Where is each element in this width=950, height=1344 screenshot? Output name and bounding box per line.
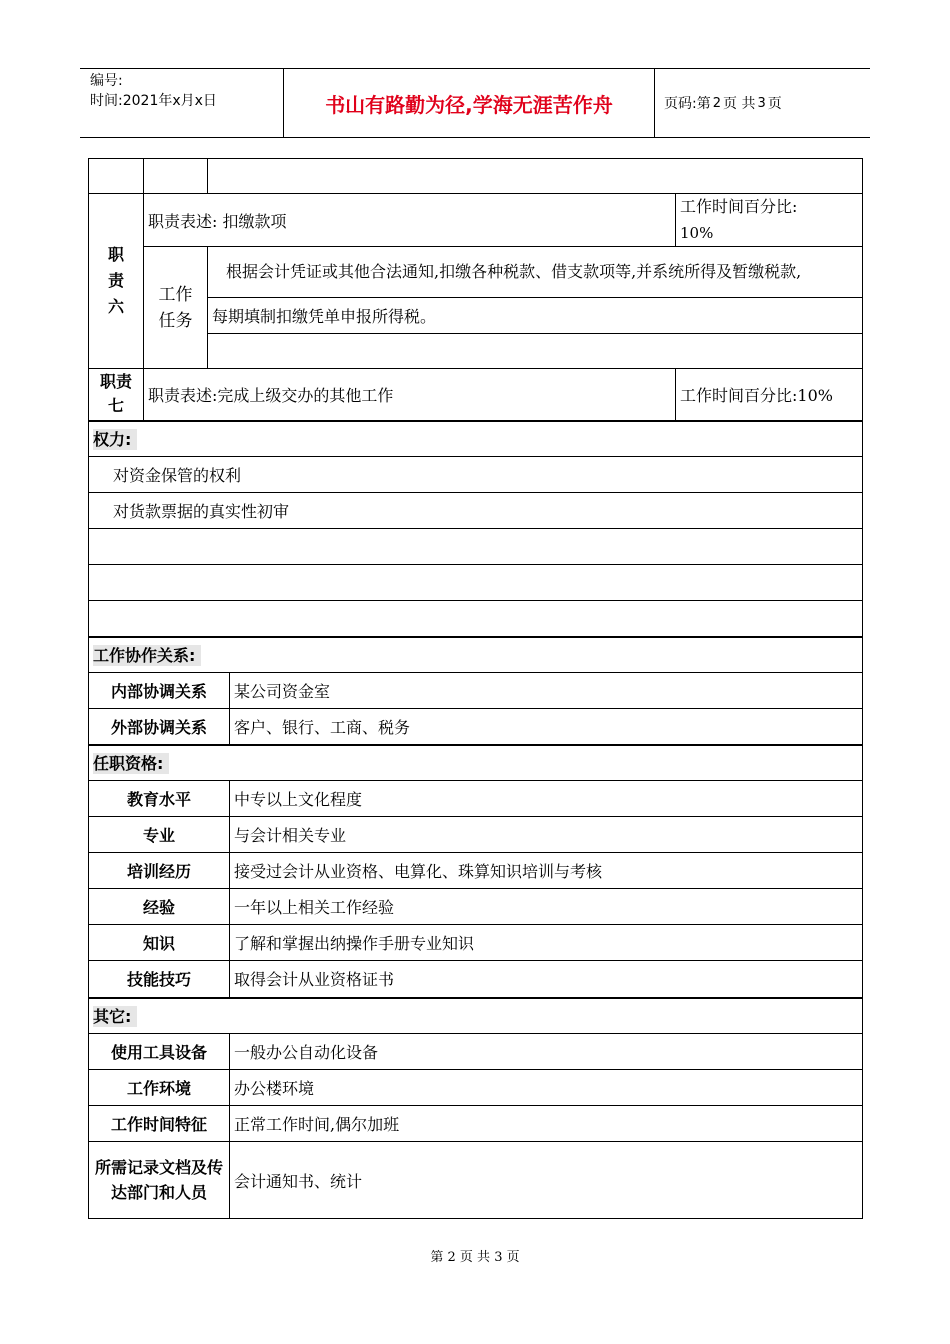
duty7-desc: 职责表述:完成上级交办的其他工作 [144, 369, 676, 421]
row-value: 接受过会计从业资格、电算化、珠算知识培训与考核 [230, 853, 863, 889]
empty-row [89, 529, 863, 565]
duty6-percent-value: 10% [680, 224, 714, 242]
table-row [89, 889, 863, 925]
row-value: 取得会计从业资格证书 [230, 961, 863, 998]
row-label: 工作环境 [89, 1070, 230, 1106]
row-label: 外部协调关系 [89, 709, 230, 745]
row-value: 办公楼环境 [230, 1070, 863, 1106]
duty7-percent: 工作时间百分比:10% [676, 369, 863, 421]
table-row [89, 925, 863, 961]
row-label: 专业 [89, 817, 230, 853]
serial-label: 编号: [90, 73, 123, 89]
power-heading-row [89, 421, 863, 457]
empty-row [89, 601, 863, 637]
page-header [80, 68, 870, 138]
table-row [89, 1070, 863, 1106]
row-value: 一般办公自动化设备 [230, 1034, 863, 1070]
cooperation-heading: 工作协作关系: [89, 637, 863, 673]
row-value: 一年以上相关工作经验 [230, 889, 863, 925]
duty6-desc: 职责表述: 扣缴款项 [144, 194, 676, 247]
row-label: 培训经历 [89, 853, 230, 889]
other-heading: 其它: [89, 998, 863, 1034]
row-value: 与会计相关专业 [230, 817, 863, 853]
power-item: 对货款票据的真实性初审 [89, 493, 863, 529]
power-item-row [89, 457, 863, 493]
power-item: 对资金保管的权利 [89, 457, 863, 493]
power-item-row [89, 493, 863, 529]
row-label: 知识 [89, 925, 230, 961]
power-heading: 权力: [89, 421, 863, 457]
table-row [89, 673, 863, 709]
table-row [89, 709, 863, 745]
qualification-heading-row [89, 745, 863, 781]
page-footer: 第 2 页 共 3 页 [430, 1250, 520, 1265]
duty6-task-label: 工作任务 [144, 247, 208, 369]
row-label: 所需记录文档及传达部门和人员 [89, 1142, 230, 1219]
table-row [89, 961, 863, 998]
job-description-table [88, 158, 863, 1219]
duty6-title: 职责六 [89, 194, 144, 369]
table-row [89, 817, 863, 853]
other-heading-row [89, 998, 863, 1034]
row-value: 某公司资金室 [230, 673, 863, 709]
header-motto: 书山有路勤为径,学海无涯苦作舟 [283, 69, 655, 137]
duty6-percent [676, 194, 863, 247]
page-suffix: 页 [767, 96, 782, 112]
duty6-task2: 每期填制扣缴凭单申报所得税。 [208, 298, 863, 334]
row-value: 会计通知书、统计 [230, 1142, 863, 1219]
duty6-row [89, 194, 863, 247]
row-value: 了解和掌握出纳操作手册专业知识 [230, 925, 863, 961]
duty7-row [89, 369, 863, 421]
table-row [89, 1142, 863, 1219]
header-meta [90, 71, 280, 111]
page-mid: 页 共 [723, 96, 756, 112]
table-row [89, 781, 863, 817]
page-total: 3 [757, 95, 766, 111]
duty6-task1: 根据会计凭证或其他合法通知,扣缴各种税款、借支款项等,并系统所得及暂缴税款, [208, 247, 863, 298]
cooperation-heading-row [89, 637, 863, 673]
row-value: 客户、银行、工商、税务 [230, 709, 863, 745]
page-prefix: 页码:第 [664, 96, 711, 112]
row-label: 内部协调关系 [89, 673, 230, 709]
duty6-percent-label: 工作时间百分比: [680, 197, 798, 216]
table-row [89, 1106, 863, 1142]
row-label: 技能技巧 [89, 961, 230, 998]
qualification-heading: 任职资格: [89, 745, 863, 781]
row-label: 教育水平 [89, 781, 230, 817]
table-row [89, 1034, 863, 1070]
empty-row [89, 159, 863, 194]
header-page-info [664, 69, 782, 137]
page-number: 2 [712, 95, 721, 111]
table-row [89, 853, 863, 889]
row-value: 正常工作时间,偶尔加班 [230, 1106, 863, 1142]
row-label: 工作时间特征 [89, 1106, 230, 1142]
duty6-task1-row [89, 247, 863, 298]
date-label: 时间:2021年x月x日 [90, 93, 217, 109]
row-value: 中专以上文化程度 [230, 781, 863, 817]
row-label: 经验 [89, 889, 230, 925]
duty7-title: 职责七 [89, 369, 144, 421]
empty-row [89, 565, 863, 601]
row-label: 使用工具设备 [89, 1034, 230, 1070]
